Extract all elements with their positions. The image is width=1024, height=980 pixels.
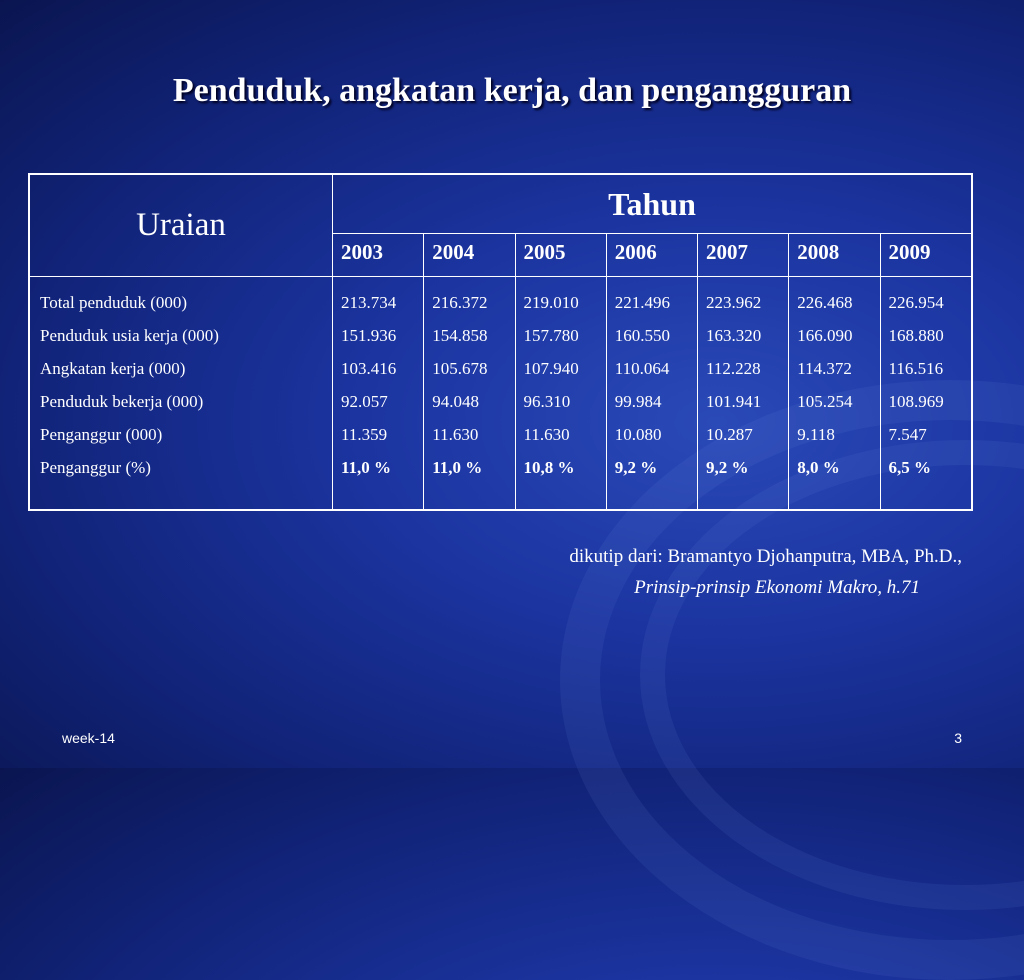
table-value-percent: 10,8 % [523,458,575,477]
table-value: 154.858 [432,326,488,345]
table-value: 116.516 [888,359,944,378]
table-value: 96.310 [523,392,571,411]
table-value: 157.780 [523,326,579,345]
source-book-title: Prinsip-prinsip Ekonomi Makro, h.71 [634,577,920,598]
year-values-cell [880,277,972,511]
table-value: 10.287 [706,425,753,444]
year-values-cell [789,277,880,511]
table-value: 114.372 [797,359,852,378]
table-value: 163.320 [706,326,762,345]
row-labels-cell [29,277,333,511]
year-header: 2008 [789,234,880,277]
table-value-percent: 6,5 % [888,458,931,477]
population-table [28,173,973,511]
year-header: 2005 [515,234,606,277]
table-value-percent: 8,0 % [797,458,840,477]
table-value: 105.254 [797,392,853,411]
year-header: 2009 [880,234,972,277]
table-value: 108.969 [888,392,944,411]
table-value: 110.064 [614,359,670,378]
table-value-percent: 11,0 % [341,458,392,477]
year-values-cell [606,277,697,511]
table-value: 213.734 [341,293,397,312]
table-value: 11.630 [523,425,570,444]
table-value: 103.416 [341,359,397,378]
table-value: 92.057 [341,392,388,411]
table-value: 223.962 [706,293,762,312]
table-value: 151.936 [341,326,397,345]
table-value: 221.496 [614,293,670,312]
year-header: 2006 [606,234,697,277]
year-values-cell [698,277,789,511]
year-values-cell [333,277,424,511]
row-label: Penganggur (%) [40,458,151,477]
source-citation: dikutip dari: Bramantyo Djohanputra, MBA, Ph.D., [569,546,962,567]
table-value-percent: 9,2 % [614,458,658,477]
table-value: 99.984 [614,392,662,411]
row-label: Total penduduk (000) [40,293,188,312]
table-value: 9.118 [797,425,835,444]
table-value: 11.359 [341,425,388,444]
table-value: 11.630 [432,425,479,444]
table-value: 7.547 [888,425,927,444]
table-value: 10.080 [614,425,662,444]
table-value: 94.048 [432,392,479,411]
table-value-percent: 9,2 % [706,458,749,477]
year-values-cell [515,277,606,511]
table-value: 105.678 [432,359,488,378]
table-value: 226.468 [797,293,853,312]
year-header: 2007 [698,234,789,277]
slide-title: Penduduk, angkatan kerja, dan pengangguran [172,72,852,109]
table-value: 216.372 [432,293,488,312]
year-header: 2004 [424,234,515,277]
page-number: 3 [954,730,962,746]
header-uraian: Uraian [29,174,333,277]
row-label: Penduduk bekerja (000) [40,392,204,411]
footer-week-label: week-14 [62,730,115,746]
table-value: 101.941 [706,392,762,411]
table-value: 160.550 [614,326,670,345]
table-value-percent: 11,0 % [432,458,483,477]
table-value: 168.880 [888,326,944,345]
row-label: Penganggur (000) [40,425,163,444]
table-value: 107.940 [523,359,579,378]
table-value: 112.228 [706,359,761,378]
table-value: 219.010 [523,293,579,312]
row-label: Angkatan kerja (000) [40,359,186,378]
row-label: Penduduk usia kerja (000) [40,326,219,345]
table-value: 166.090 [797,326,853,345]
year-values-cell [424,277,515,511]
table-value: 226.954 [888,293,944,312]
header-tahun: Tahun [333,174,973,234]
year-header: 2003 [333,234,424,277]
